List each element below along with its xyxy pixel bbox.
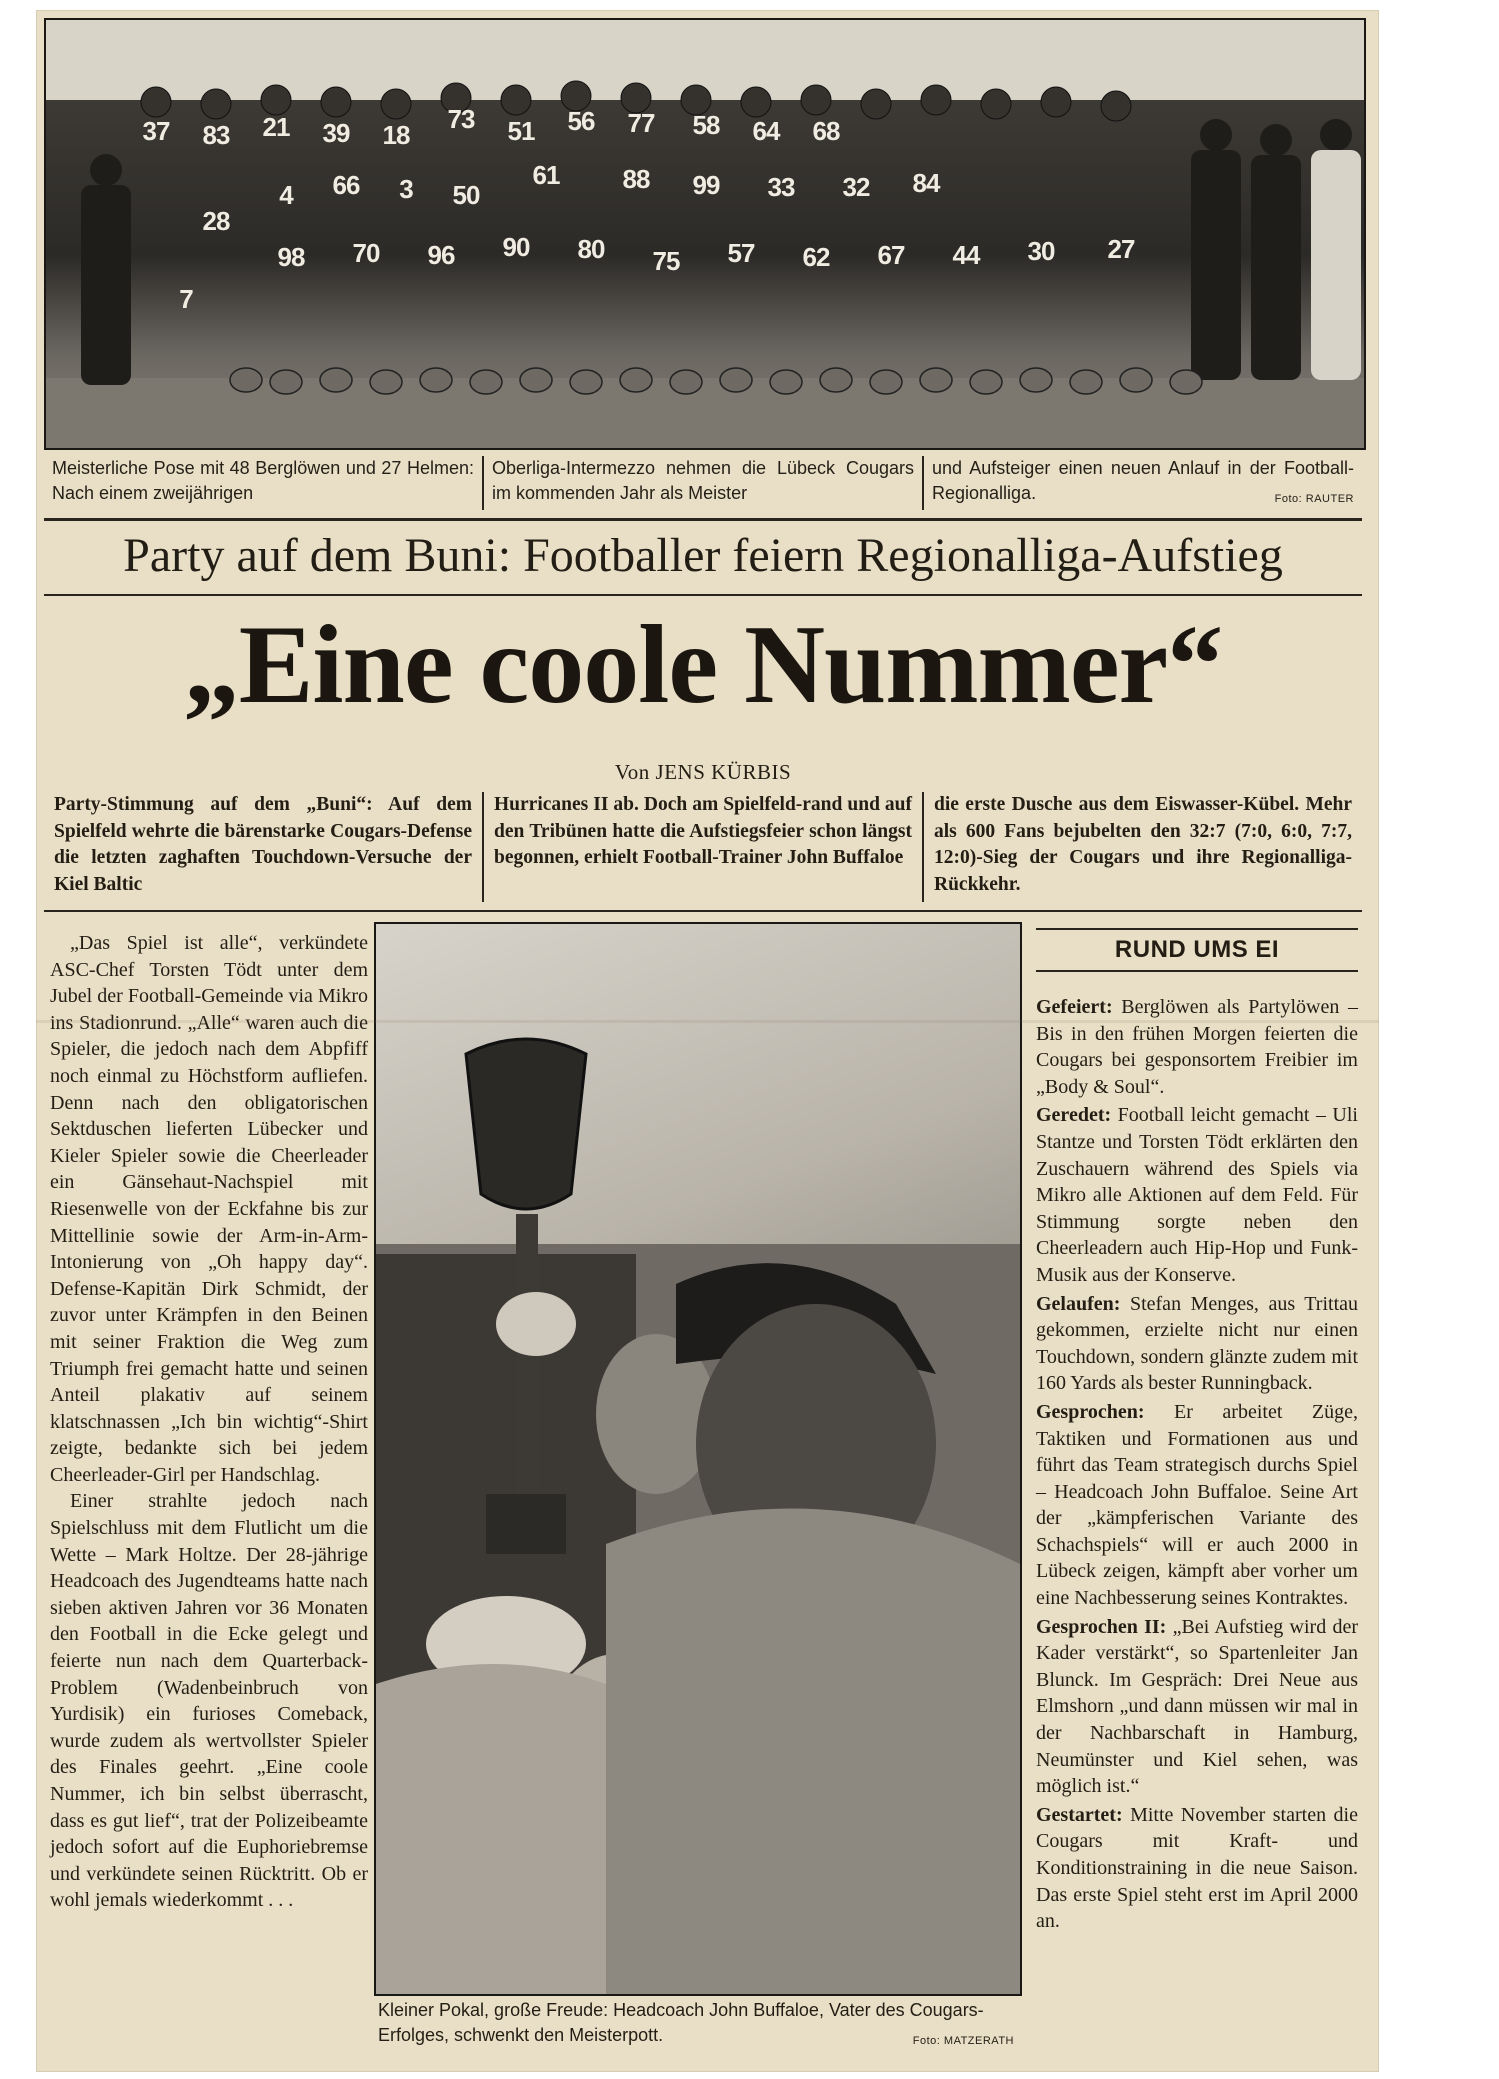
- newspaper-clipping: [36, 10, 1379, 2072]
- photo-credit: Foto: MATZERATH: [912, 2035, 1014, 2047]
- sidebar-item-lead: Gefeiert:: [1036, 996, 1113, 1018]
- caption-col-3: [922, 456, 1362, 510]
- teaser-col-3: die erste Dusche aus dem Eiswasser-Kübel. Mehr als 600 Fans bejubelten den 32:7 (7:0, 6:0, 7:7, 12:0)-Sieg der Cougars und ihre Regionalliga-Rückkehr.: [922, 792, 1362, 902]
- jersey-number: 83: [202, 120, 230, 150]
- sidebar-item-text: Football leicht gemacht – Uli Stantze und Torsten Tödt erklärten den Zuschauern während des Spiels via Mikro alle Aktionen auf dem Feld. Für Stimmung sorgte neben den Cheerleadern auch Hip-Hop und Funk-Musik aus der Konserve.: [1036, 1104, 1358, 1286]
- team-photo-caption: [44, 456, 1362, 510]
- teaser: [44, 792, 1362, 902]
- sidebar-item-text: Mitte November starten die Cougars mit Kraft- und Konditionstraining in die neue Saison. Das erste Spiel steht erst im April 2000 an.: [1036, 1803, 1358, 1933]
- caption-col-2: Oberliga-Intermezzo nehmen die Lübeck Cougars im kommenden Jahr als Meister: [482, 456, 922, 510]
- jersey-number: 62: [802, 242, 830, 272]
- kicker: Party auf dem Buni: Footballer feiern Regionalliga-Aufstieg: [123, 529, 1283, 582]
- jersey-number: 73: [447, 104, 475, 134]
- teaser-col-1: Party-Stimmung auf dem „Buni“: Auf dem Spielfeld wehrte die bärenstarke Cougars-Defense die letzten zaghaften Touchdown-Versuche der Kiel Baltic: [54, 794, 472, 895]
- trophy-caption-text: Kleiner Pokal, große Freude: Headcoach John Buffaloe, Vater des Cougars-Erfolges, schwenkt den Meisterpott.: [378, 2000, 984, 2045]
- headline: „Eine coole Nummer“: [183, 603, 1223, 727]
- byline: Von JENS KÜRBIS: [614, 760, 792, 784]
- sidebar-item-lead: Gestartet:: [1036, 1803, 1123, 1826]
- jersey-number: 70: [352, 238, 380, 268]
- caption-col-1: Meisterliche Pose mit 48 Berglöwen und 27 Helmen: Nach einem zweijährigen: [52, 458, 474, 503]
- sidebar-item-text: Er arbeitet Züge, Taktiken und Formationen aus und führt das Team strategisch durchs Spiel – Headcoach John Buffaloe. Seine Art der „kämpferischen Variante des Schachspiels“ will er auch 2000 in Lübeck zeigen, kämpft aber vorher um eine Nachbesserung seines Kontraktes.: [1036, 1400, 1358, 1610]
- jersey-number: 90: [502, 232, 530, 262]
- body-paragraph: Einer strahlte jedoch nach Spielschluss mit dem Flutlicht um die Wette – Mark Holtze. Der 28-jährige Headcoach des Jugendteams hatte nach sieben aktiven Jahren vor 36 Monaten den Football in die Ecke gelegt und feierte nun nach dem Quarterback-Problem (Wadenbeinbruch von Yurdisik) ein furioses Comeback, wurde zudem als wertvollster Spieler des Finales geehrt. „Eine coole Nummer, ich bin selbst überrascht, dass es gut lief“, trat der Polizeibeamte jedoch sofort auf die Euphoriebremse und verkündete seinen Rücktritt. Ob er wohl jemals wiederkommt . . .: [50, 1490, 368, 1912]
- divider: [44, 518, 1362, 521]
- jersey-number: 75: [652, 246, 680, 276]
- jersey-number: 37: [142, 116, 170, 146]
- sidebar-item: [1036, 1614, 1358, 1800]
- sidebar-item: [1036, 1291, 1358, 1397]
- jersey-number: 28: [202, 206, 230, 236]
- jersey-number: 30: [1027, 236, 1055, 266]
- sidebar-item-text: „Bei Aufstieg wird der Kader verstärkt“, so Spartenleiter Jan Blunck. Im Gespräch: Drei Neue aus Elmshorn „und dann müssen wir mal in der Nachbarschaft in Hamburg, Neumünster und Kiel sehen, was möglich ist.“: [1036, 1615, 1358, 1798]
- sidebar-item-lead: Geredet:: [1036, 1104, 1112, 1127]
- jersey-number: 99: [692, 170, 720, 200]
- sidebar-item-lead: Gesprochen:: [1036, 1400, 1145, 1423]
- jersey-number: 57: [727, 238, 755, 268]
- jersey-number: 61: [532, 160, 560, 190]
- sidebar-item: [1036, 994, 1358, 1100]
- team-photo: [44, 18, 1366, 450]
- sidebar-item-text: Berglöwen als Partylöwen – Bis in den frühen Morgen feierten die Cougars bei gesponsortem Freibier im „Body & Soul“.: [1036, 996, 1358, 1098]
- article-body: [50, 930, 368, 1914]
- teaser-col-2: Hurricanes II ab. Doch am Spielfeld-rand und auf den Tribünen hatte die Aufstiegsfeier schon längst begonnen, erhielt Football-Trainer John Buffaloe: [482, 792, 922, 902]
- sidebar-title: RUND UMS EI: [1036, 928, 1358, 972]
- jersey-number: 66: [332, 170, 360, 200]
- jersey-number: 4: [279, 180, 293, 210]
- jersey-number: 77: [627, 108, 655, 138]
- jersey-number: 44: [952, 240, 980, 270]
- jersey-number: 88: [622, 164, 650, 194]
- jersey-number: 84: [912, 168, 940, 198]
- jersey-number: 51: [507, 116, 535, 146]
- jersey-number: 80: [577, 234, 605, 264]
- trophy-photo-caption: [374, 1998, 1018, 2054]
- jersey-number: 7: [179, 284, 193, 314]
- jersey-number: 3: [399, 174, 413, 204]
- divider: [44, 910, 1362, 912]
- sidebar-item-text: Stefan Menges, aus Trittau gekommen, erzielte nicht nur einen Touchdown, sondern glänzte zudem mit 160 Yards als bester Runningback.: [1036, 1292, 1358, 1395]
- trophy-photo: [374, 922, 1022, 1996]
- caption-col-3-text: und Aufsteiger einen neuen Anlauf in der Football-Regionalliga.: [932, 458, 1354, 503]
- jersey-number: 98: [277, 242, 305, 272]
- divider: [44, 594, 1362, 596]
- trophy-photo-scene: [376, 924, 1020, 1994]
- jersey-number: 27: [1107, 234, 1135, 264]
- jersey-number: 67: [877, 240, 905, 270]
- jersey-number: 18: [382, 120, 410, 150]
- sidebar-item: [1036, 1802, 1358, 1935]
- jersey-number: 33: [767, 172, 795, 202]
- jersey-number: 96: [427, 240, 455, 270]
- team-photo-silhouettes: [46, 20, 1364, 448]
- photo-credit: Foto: RAUTER: [1274, 493, 1354, 505]
- sidebar-rund-ums-ei: [1036, 922, 1358, 1937]
- jersey-number: 68: [812, 116, 840, 146]
- jersey-number: 32: [842, 172, 870, 202]
- sidebar-item-lead: Gelaufen:: [1036, 1292, 1121, 1315]
- jersey-number: 21: [262, 112, 290, 142]
- body-paragraph: „Das Spiel ist alle“, verkündete ASC-Chef Torsten Tödt unter dem Jubel der Football-Gemeinde via Mikro ins Stadionrund. „Alle“ waren auch die Spieler, die jedoch nach dem Abpfiff noch einmal zu Höchstform aufliefen. Denn nach den obligatorischen Sektduschen lieferten Lübecker und Kieler Spieler sowie die Cheerleader ein Gänsehaut-Nachspiel mit Riesenwelle von der Eckfahne bis zur Mittellinie sowie der Arm-in-Arm-Intonierung von „Oh happy day“. Defense-Kapitän Dirk Schmidt, der zuvor unter Krämpfen in den Beinen mit seiner Fraktion die Weg zum Triumph frei gemacht hatte und seinen Anteil plakativ auf seinem klatschnassen „Ich bin wichtig“-Shirt zeigte, bedankte sich bei jedem Cheerleader-Girl per Handschlag.: [50, 932, 368, 1486]
- jersey-number: 56: [567, 106, 595, 136]
- sidebar-item: [1036, 1399, 1358, 1612]
- jersey-number: 64: [752, 116, 780, 146]
- jersey-number: 58: [692, 110, 720, 140]
- jersey-number: 50: [452, 180, 480, 210]
- sidebar-item: [1036, 1102, 1358, 1288]
- jersey-number: 39: [322, 118, 350, 148]
- sidebar-item-lead: Gesprochen II:: [1036, 1615, 1167, 1638]
